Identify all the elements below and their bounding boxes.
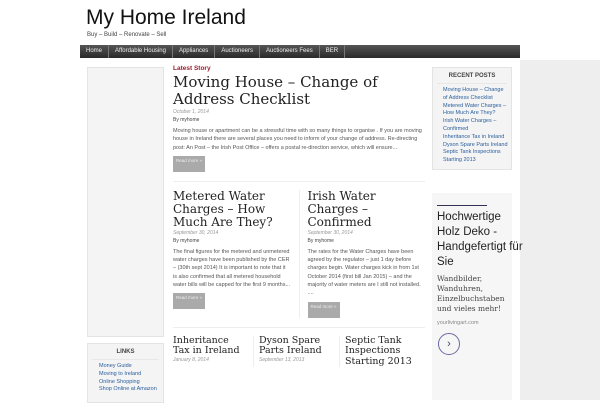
read-more-button[interactable]: Read more » <box>173 156 205 172</box>
site-tagline: Buy – Build – Renovate – Sell <box>87 32 167 38</box>
post-excerpt: The final figures for the metered and unmetered water charges have been published by the CER – (30th sept 2014) It is important to note that it is also confirmed that all metered household water bills will be capped for the first 9 months... <box>173 248 291 289</box>
recent-posts-widget <box>432 67 512 170</box>
latest-post-title[interactable]: Moving House – Change of Address Checklist <box>173 73 378 108</box>
post-author[interactable]: By myhome <box>173 117 200 123</box>
main-content <box>173 64 425 367</box>
nav-ber[interactable]: BER <box>320 45 345 58</box>
post-date: September 30, 2014 <box>307 229 353 236</box>
post-date: January 8, 2014 <box>173 356 209 363</box>
recent-posts-title: RECENT POSTS <box>437 68 507 84</box>
nav-auctioneers-fees[interactable]: Auctioneers Fees <box>260 45 320 58</box>
ad-body: Wandbilder, Wanduhren, Einzelbuchstaben und vieles mehr! <box>437 274 505 313</box>
read-more-button[interactable]: Read more » <box>308 302 340 318</box>
post-card <box>339 336 425 368</box>
recent-post-link[interactable]: Moving House – Change of Address Checklist <box>443 87 504 101</box>
ad-headline[interactable]: Hochwertige Holz Deko - Handgefertigt für Sie <box>437 211 523 268</box>
links-title: LINKS <box>92 344 159 360</box>
link-item[interactable]: Money Guide <box>99 363 132 369</box>
post-date: October 1, 2014 <box>173 109 209 115</box>
post-card <box>299 190 426 318</box>
post-card <box>173 336 253 368</box>
read-more-button[interactable]: Read more » <box>173 293 205 309</box>
nav-auctioneers[interactable]: Auctioneers <box>215 45 260 58</box>
post-title[interactable]: Metered Water Charges – How Much Are They? <box>173 188 273 229</box>
post-row <box>173 181 425 318</box>
post-title[interactable]: Septic Tank Inspections Starting 2013 <box>345 334 412 367</box>
link-item[interactable]: Online Shopping <box>99 378 140 385</box>
ad-url[interactable]: yourlivingart.com <box>437 320 479 326</box>
main-nav <box>80 45 520 58</box>
arrow-right-icon[interactable]: › <box>438 333 460 355</box>
page-margin <box>520 60 600 400</box>
latest-story-label: Latest Story <box>173 65 211 72</box>
post-date: September 13, 2013 <box>259 356 305 363</box>
post-date: September 30, 2014 <box>173 229 219 236</box>
site-title[interactable]: My Home Ireland <box>86 6 246 29</box>
post-author[interactable]: By myhome <box>173 237 200 244</box>
link-item[interactable]: Moving to Ireland <box>99 370 142 377</box>
recent-post-link[interactable]: Septic Tank Inspections Starting 2013 <box>443 149 501 164</box>
recent-post-link[interactable]: Irish Water Charges – Confirmed <box>443 118 497 132</box>
post-title[interactable]: Irish Water Charges – Confirmed <box>307 188 376 229</box>
recent-post-link[interactable]: Dyson Spare Parts Ireland <box>443 141 508 148</box>
post-excerpt: Moving house or apartment can be a stressful time with so many things to organise . If you are moving house in Ireland there are several places you need to inform of your change of address. Re-directing post: An Post – the Irish Post Office – offers a postal re-direction service, which will ensure... <box>173 128 422 151</box>
post-excerpt: The rates for the Water Charges have been agreed by the regulator – just 1 day before charges begin. Water charges kick in from 1st October 2014 (first bill Jan 2015) – and the majority of water meters are I still not installed. .... <box>307 248 421 297</box>
nav-appliances[interactable]: Appliances <box>173 45 215 58</box>
post-title[interactable]: Dyson Spare Parts Ireland <box>259 334 322 357</box>
recent-post-link[interactable]: Inheritance Tax in Ireland <box>443 133 505 140</box>
bottom-post-row <box>173 327 425 368</box>
post-card <box>253 336 339 368</box>
advertisement[interactable] <box>432 193 523 400</box>
nav-home[interactable]: Home <box>80 45 109 58</box>
link-item[interactable]: Shop Online at Amazon <box>99 386 157 393</box>
left-widget <box>87 67 164 337</box>
post-card <box>173 190 299 318</box>
recent-post-link[interactable]: Metered Water Charges – How Much Are They? <box>443 102 507 117</box>
post-title[interactable]: Inheritance Tax in Ireland <box>173 334 240 357</box>
links-widget <box>87 343 164 403</box>
nav-affordable-housing[interactable]: Affordable Housing <box>109 45 173 58</box>
post-author[interactable]: By myhome <box>307 237 334 244</box>
